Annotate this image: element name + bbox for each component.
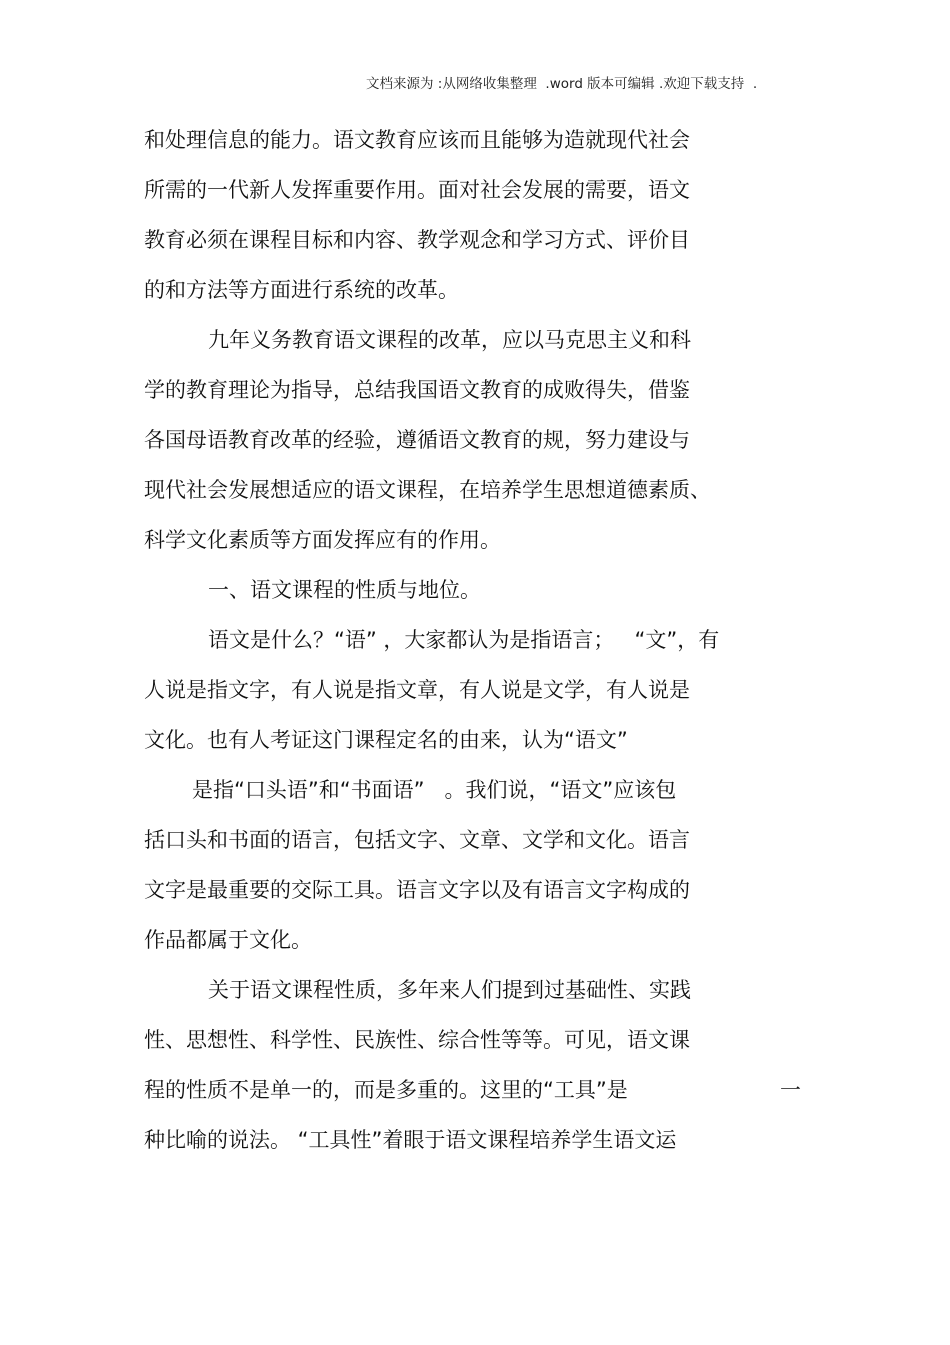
text-line: 科学文化素质等方面发挥应有的作用。 bbox=[144, 528, 501, 552]
text-line: 关于语文课程性质，多年来人们提到过基础性、实践 bbox=[208, 978, 691, 1002]
text-line: 和处理信息的能力。语文教育应该而且能够为造就现代社会 bbox=[144, 128, 690, 152]
text-line: 所需的一代新人发挥重要作用。面对社会发展的需要，语文 bbox=[144, 178, 690, 202]
text-line: 文字是最重要的交际工具。语言文字以及有语言文字构成的 bbox=[144, 878, 690, 902]
text-line: 作品都属于文化。 bbox=[144, 928, 312, 952]
text-line: 语文是什么？“语” ，大家都认为是指语言； “文”，有 bbox=[208, 628, 720, 652]
text-line: 的和方法等方面进行系统的改革。 bbox=[144, 278, 459, 302]
text-line: 教育必须在课程目标和内容、教学观念和学习方式、评价目 bbox=[144, 228, 690, 252]
text-line: 种比喻的说法。 “工具性”着眼于语文课程培养学生语文运 bbox=[144, 1128, 677, 1152]
text-line: 学的教育理论为指导，总结我国语文教育的成败得失，借鉴 bbox=[144, 378, 690, 402]
text-line-fragment: 一 bbox=[780, 1078, 801, 1102]
text-line: 文化。也有人考证这门课程定名的由来，认为“语文” bbox=[144, 728, 628, 752]
text-line: 性、思想性、科学性、民族性、综合性等等。可见，语文课 bbox=[144, 1028, 690, 1052]
text-line: 九年义务教育语文课程的改革，应以马克思主义和科 bbox=[208, 328, 691, 352]
text-line: 程的性质不是单一的，而是多重的。这里的“工具”是 bbox=[144, 1078, 628, 1102]
page-header: 文档来源为 :从网络收集整理 .word 版本可编辑 .欢迎下载支持 . bbox=[366, 76, 758, 92]
text-line: 人说是指文字，有人说是指文章，有人说是文学，有人说是 bbox=[144, 678, 690, 702]
text-line: 现代社会发展想适应的语文课程，在培养学生思想道德素质、 bbox=[144, 478, 711, 502]
section-heading: 一、语文课程的性质与地位。 bbox=[208, 578, 481, 602]
text-line: 括口头和书面的语言，包括文字、文章、文学和文化。语言 bbox=[144, 828, 690, 852]
text-line: 各国母语教育改革的经验，遵循语文教育的规，努力建设与 bbox=[144, 428, 690, 452]
text-line: 是指“口头语”和“书面语” 。我们说，“语文”应该包 bbox=[192, 778, 677, 802]
